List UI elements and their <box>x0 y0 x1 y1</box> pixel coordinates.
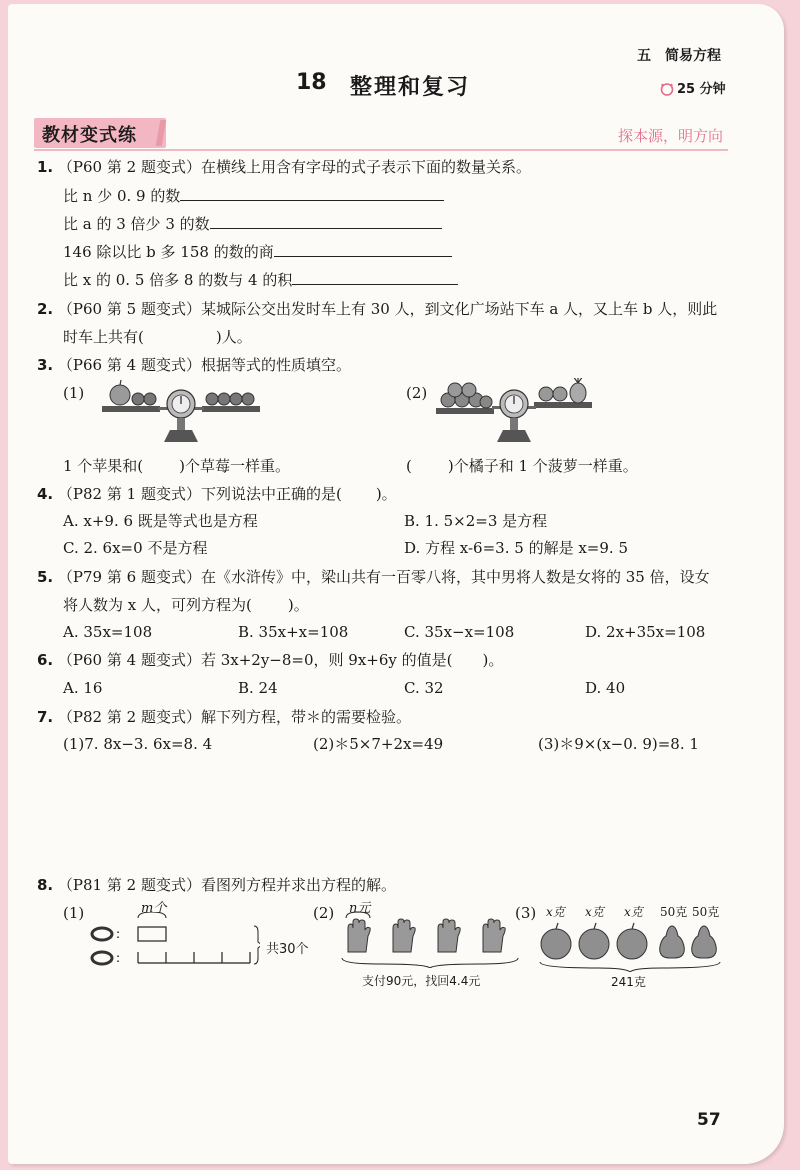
question-number: 7. <box>37 708 54 726</box>
q7-equation-3: (3)＊9×(x−0. 9)=8. 1 <box>538 735 699 753</box>
q3-ans1-text-b: )个草莓一样重。 <box>179 457 291 475</box>
q8-fig3-weight-3: x克 <box>624 905 643 919</box>
question-stem: （P60 第 5 题变式）某城际公交出发时车上有 30 人，到文化广场站下车 a 人，又上车 b 人，则此 <box>57 300 718 318</box>
question-5 <box>37 566 710 588</box>
q5-option-c[interactable]: C. 35x−x=108 <box>404 623 515 641</box>
q1-item-4 <box>63 269 458 291</box>
q3-sub2-label: (2) <box>406 384 428 402</box>
question-2 <box>37 298 717 320</box>
question-8 <box>37 874 396 896</box>
q4-option-d[interactable]: D. 方程 x-6=3. 5 的解是 x=9. 5 <box>404 539 628 557</box>
question-6 <box>37 649 503 671</box>
question-4 <box>37 483 397 505</box>
q8-fig2-gloves <box>340 910 520 972</box>
question-stem-b: )。 <box>375 485 397 503</box>
section-slogan: 探本源，明方向 <box>618 127 724 145</box>
q8-fig2-note: 支付90元，找回4.4元 <box>362 974 481 988</box>
question-number: 4. <box>37 485 54 503</box>
svg-text::: : <box>116 927 121 941</box>
q6-option-a[interactable]: A. 16 <box>63 679 103 697</box>
chapter-label: 五 简易方程 <box>637 48 721 64</box>
answer-blank[interactable] <box>210 214 442 229</box>
q2-text-a: 时车上共有( <box>63 328 144 346</box>
question-stem: （P82 第 2 题变式）解下列方程，带＊的需要检验。 <box>57 708 411 726</box>
balance-scale-figure-1 <box>100 378 262 448</box>
q8-fig2-unit: n元 <box>349 901 371 916</box>
question-1 <box>37 156 531 178</box>
question-stem-a: （P60 第 4 题变式）若 3x+2y−8=0，则 9x+6y 的值是( <box>57 651 453 669</box>
q6-option-d[interactable]: D. 40 <box>585 679 626 697</box>
q1-item-2 <box>63 213 442 235</box>
question-number: 5. <box>37 568 54 586</box>
q3-ans2-text-a: ( <box>406 457 412 475</box>
q3-ans2-text-b: )个橘子和 1 个菠萝一样重。 <box>447 457 638 475</box>
question-number: 8. <box>37 876 54 894</box>
q8-fig3-weight-5: 50克 <box>692 905 720 919</box>
q6-option-b[interactable]: B. 24 <box>238 679 278 697</box>
answer-blank[interactable] <box>274 242 452 257</box>
balance-scale-figure-2 <box>434 378 594 448</box>
q2-line-2 <box>63 326 252 348</box>
question-stem: （P79 第 6 题变式）在《水浒传》中，梁山共有一百零八将，其中男将人数是女将的 35 倍，设女 <box>57 568 710 586</box>
question-7 <box>37 706 411 728</box>
q5-text-b: )。 <box>287 596 309 614</box>
q5-line-2 <box>63 594 309 616</box>
q8-fig3-weight-1: x克 <box>546 905 565 919</box>
q4-option-b[interactable]: B. 1. 5×2=3 是方程 <box>404 512 548 530</box>
q6-option-c[interactable]: C. 32 <box>404 679 444 697</box>
q8-fig2-label: (2) <box>313 904 335 922</box>
q3-answer-2 <box>406 455 638 477</box>
q8-fig3-total: 241克 <box>611 975 646 989</box>
question-number: 1. <box>37 158 54 176</box>
q8-fig1-total: 共30个 <box>266 942 309 957</box>
q7-equation-2: (2)＊5×7+2x=49 <box>313 735 444 753</box>
q8-fig3-label: (3) <box>515 904 537 922</box>
q5-text-a: 将人数为 x 人，可列方程为( <box>63 596 252 614</box>
section-tag <box>34 118 166 148</box>
q8-fig3-fruits <box>538 922 722 976</box>
q8-fig1-unit: m个 <box>141 901 167 916</box>
section-label: 教材变式练 <box>42 125 137 146</box>
question-3 <box>37 354 351 376</box>
q8-fig3-weight-2: x克 <box>585 905 604 919</box>
question-stem: （P66 第 4 题变式）根据等式的性质填空。 <box>57 356 351 374</box>
q8-fig1-label: (1) <box>63 904 85 922</box>
q3-ans1-text-a: 1 个苹果和( <box>63 457 144 475</box>
lesson-number: 18 <box>296 70 327 95</box>
svg-text::: : <box>116 951 121 965</box>
question-stem-a: （P82 第 1 题变式）下列说法中正确的是( <box>57 485 342 503</box>
lesson-title: 整理和复习 <box>350 75 471 100</box>
section-rule <box>34 149 728 151</box>
q4-option-a[interactable]: A. x+9. 6 既是等式也是方程 <box>63 512 258 530</box>
question-stem: （P81 第 2 题变式）看图列方程并求出方程的解。 <box>57 876 396 894</box>
page-number: 57 <box>697 1110 721 1130</box>
q4-option-c[interactable]: C. 2. 6x=0 不是方程 <box>63 539 208 557</box>
question-number: 2. <box>37 300 54 318</box>
clock-icon <box>660 81 674 100</box>
q1-item-3 <box>63 241 452 263</box>
q7-answer-area[interactable] <box>60 760 720 865</box>
q8-fig1-diagram <box>90 912 260 976</box>
q8-fig3-weight-4: 50克 <box>660 905 688 919</box>
q1-item-text: 146 除以比 b 多 158 的数的商 <box>63 243 274 261</box>
answer-blank[interactable] <box>292 270 458 285</box>
q2-text-b: )人。 <box>215 328 252 346</box>
question-stem-b: )。 <box>482 651 504 669</box>
q3-sub1-label: (1) <box>63 384 85 402</box>
q1-item-text: 比 x 的 0. 5 倍多 8 的数与 4 的积 <box>63 271 293 289</box>
q5-option-b[interactable]: B. 35x+x=108 <box>238 623 349 641</box>
q7-equation-1: (1)7. 8x−3. 6x=8. 4 <box>63 735 213 753</box>
q1-item-1 <box>63 185 444 207</box>
q1-item-text: 比 n 少 0. 9 的数 <box>63 187 181 205</box>
question-number: 6. <box>37 651 54 669</box>
q3-answer-1 <box>63 455 290 477</box>
question-stem: （P60 第 2 题变式）在横线上用含有字母的式子表示下面的数量关系。 <box>57 158 531 176</box>
answer-blank[interactable] <box>180 186 444 201</box>
q5-option-d[interactable]: D. 2x+35x=108 <box>585 623 706 641</box>
question-number: 3. <box>37 356 54 374</box>
q5-option-a[interactable]: A. 35x=108 <box>63 623 153 641</box>
time-limit: 25 分钟 <box>677 82 726 97</box>
q1-item-text: 比 a 的 3 倍少 3 的数 <box>63 215 210 233</box>
